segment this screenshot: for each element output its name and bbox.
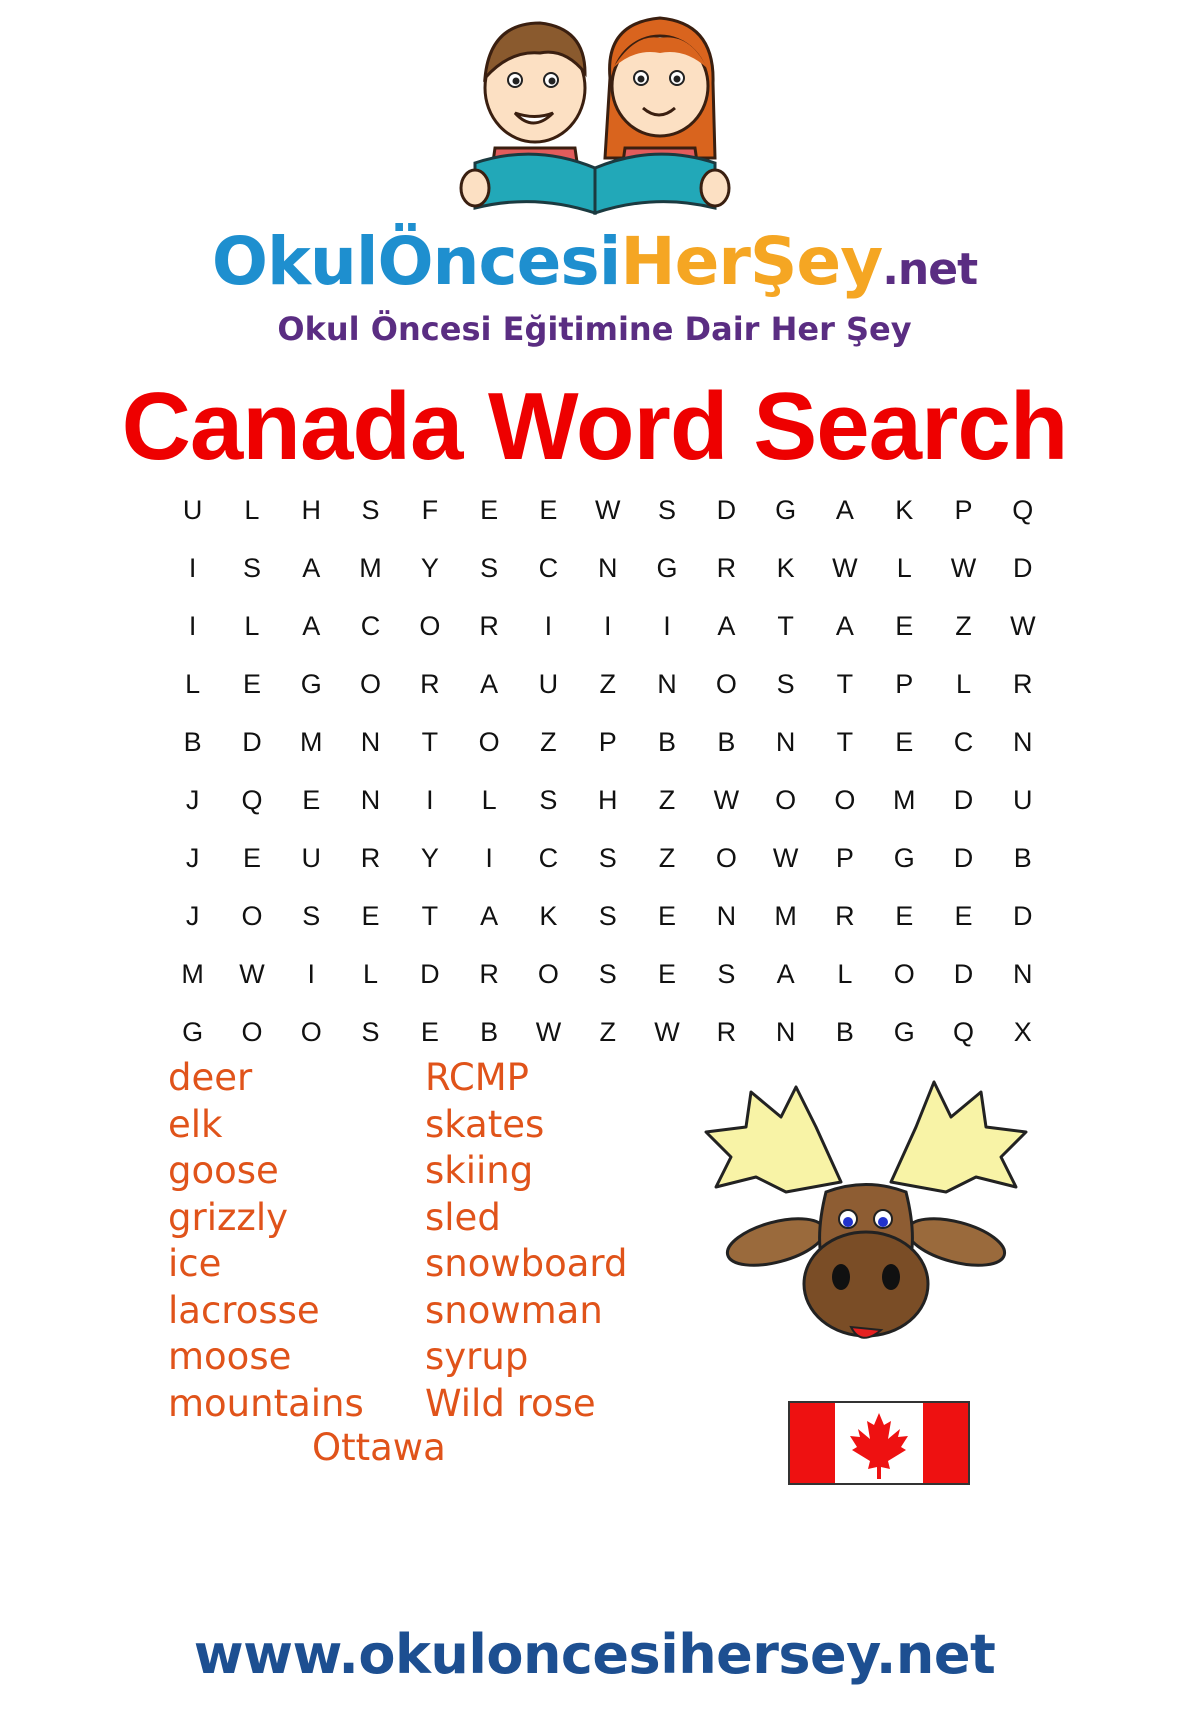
grid-cell: S: [302, 901, 321, 931]
grid-cell: H: [301, 495, 321, 525]
word-list-item: deer: [168, 1056, 253, 1099]
grid-cell: M: [774, 901, 797, 931]
grid-cell: A: [302, 553, 321, 583]
grid-cell: I: [188, 553, 197, 583]
grid-cell: N: [775, 727, 796, 757]
grid-cell: K: [895, 495, 914, 525]
grid-cell: E: [420, 1017, 439, 1047]
website-url: www.okuloncesihersey.net: [193, 1623, 996, 1686]
grid-cell: O: [300, 1017, 322, 1047]
grid-cell: P: [954, 495, 973, 525]
word-list-item: ice: [168, 1242, 222, 1285]
kids-reading-logo: [445, 8, 745, 218]
brand-logo-text: [0, 222, 1189, 310]
grid-cell: N: [775, 1017, 796, 1047]
brand-part-2: HerŞey: [620, 223, 883, 300]
grid-cell: O: [834, 785, 856, 815]
grid-cell: O: [715, 669, 737, 699]
grid-cell: T: [836, 669, 854, 699]
grid-cell: L: [244, 611, 260, 641]
grid-cell: U: [538, 669, 559, 699]
grid-cell: U: [301, 843, 321, 873]
grid-cell: Z: [599, 1017, 616, 1047]
grid-cell: O: [715, 843, 737, 873]
grid-cell: D: [1013, 901, 1033, 931]
grid-cell: E: [658, 959, 677, 989]
grid-cell: T: [777, 611, 794, 641]
grid-cell: I: [663, 611, 671, 641]
grid-cell: G: [775, 495, 797, 525]
brand-part-1: OkulÖncesi: [211, 223, 621, 300]
word-list-item: moose: [168, 1335, 292, 1378]
grid-cell: L: [955, 669, 972, 699]
grid-cell: J: [185, 901, 200, 931]
grid-cell: Q: [953, 1017, 975, 1047]
grid-cell: T: [421, 901, 439, 931]
grid-cell: C: [538, 843, 559, 873]
grid-cell: N: [657, 669, 677, 699]
grid-cell: K: [539, 901, 558, 931]
grid-cell: W: [654, 1017, 680, 1047]
grid-cell: E: [658, 901, 677, 931]
grid-cell: A: [480, 669, 499, 699]
grid-cell: W: [832, 553, 858, 583]
grid-cell: E: [895, 611, 914, 641]
grid-cell: R: [479, 959, 499, 989]
grid-cell: N: [1013, 959, 1033, 989]
grid-cell: I: [307, 959, 315, 989]
word-list-item: mountains: [168, 1381, 364, 1425]
grid-cell: O: [537, 959, 559, 989]
grid-cell: P: [895, 669, 914, 699]
grid-cell: Q: [241, 785, 263, 815]
grid-cell: J: [185, 843, 200, 873]
word-search-grid: [163, 488, 1043, 1068]
grid-cell: W: [950, 553, 977, 583]
grid-cell: G: [182, 1017, 204, 1047]
grid-cell: D: [953, 843, 974, 873]
grid-cell: U: [182, 495, 203, 525]
grid-cell: E: [895, 727, 914, 757]
grid-cell: P: [598, 727, 617, 757]
grid-cell: B: [835, 1017, 854, 1047]
grid-cell: C: [953, 727, 974, 757]
grid-cell: P: [835, 843, 854, 873]
grid-cell: W: [772, 843, 799, 873]
grid-cell: Y: [420, 843, 439, 873]
grid-cell: I: [188, 611, 197, 641]
grid-cell: D: [953, 959, 974, 989]
grid-cell: N: [716, 901, 737, 931]
word-list-item: grizzly: [168, 1195, 288, 1239]
grid-cell: D: [242, 727, 262, 757]
word-list-item: skates: [425, 1102, 545, 1146]
grid-cell: S: [242, 553, 261, 583]
grid-cell: L: [837, 959, 853, 989]
grid-cell: S: [361, 495, 380, 525]
grid-cell: M: [892, 785, 916, 815]
grid-cell: M: [359, 553, 382, 583]
word-list-item: lacrosse: [168, 1288, 320, 1332]
word-list-item: snowman: [425, 1288, 603, 1332]
grid-cell: D: [953, 785, 974, 815]
grid-cell: E: [895, 901, 914, 931]
grid-cell: Z: [599, 669, 616, 699]
grid-cell: W: [594, 495, 621, 525]
grid-cell: A: [835, 611, 854, 641]
word-list-item: elk: [168, 1102, 223, 1146]
grid-cell: S: [539, 785, 558, 815]
grid-cell: Z: [658, 843, 676, 873]
grid-cell: G: [893, 1017, 915, 1047]
grid-cell: S: [480, 553, 499, 583]
grid-cell: O: [241, 1017, 263, 1047]
grid-cell: W: [239, 959, 265, 989]
word-list-column-1: [168, 1055, 364, 1427]
grid-cell: A: [302, 611, 321, 641]
grid-cell: H: [597, 785, 618, 815]
grid-cell: O: [419, 611, 441, 641]
grid-cell: O: [241, 901, 263, 931]
grid-cell: B: [658, 727, 677, 757]
grid-cell: G: [656, 553, 678, 583]
word-list-column-2: [425, 1055, 627, 1427]
grid-cell: A: [776, 959, 795, 989]
grid-cell: O: [893, 959, 915, 989]
grid-cell: D: [1013, 553, 1033, 583]
grid-cell: O: [775, 785, 797, 815]
grid-cell: L: [244, 495, 260, 525]
moose-icon: [676, 1072, 1056, 1372]
book: [461, 154, 729, 213]
grid-cell: S: [776, 669, 795, 699]
word-list-item: sled: [425, 1195, 501, 1239]
grid-cell: S: [717, 959, 736, 989]
grid-cell: S: [598, 959, 617, 989]
grid-cell: A: [480, 901, 499, 931]
word-list-item: skiing: [425, 1149, 534, 1192]
grid-cell: A: [717, 611, 736, 641]
grid-cell: C: [360, 611, 381, 641]
grid-cell: I: [426, 785, 434, 815]
grid-cell: Z: [658, 785, 676, 815]
grid-cell: M: [181, 959, 204, 989]
grid-cell: A: [835, 495, 854, 525]
grid-cell: R: [716, 553, 737, 583]
grid-cell: Q: [1012, 495, 1034, 525]
grid-cell: E: [302, 785, 321, 815]
grid-cell: W: [535, 1017, 562, 1047]
grid-cell: O: [478, 727, 500, 757]
grid-cell: X: [1013, 1017, 1032, 1047]
grid-cell: E: [242, 669, 261, 699]
grid-cell: D: [716, 495, 737, 525]
grid-cell: J: [185, 785, 200, 815]
grid-cell: N: [1013, 727, 1033, 757]
brand-part-3: .net: [882, 244, 978, 295]
canada-flag-icon: [788, 1401, 970, 1485]
grid-cell: G: [893, 843, 915, 873]
grid-cell: S: [598, 843, 617, 873]
grid-cell: I: [603, 611, 612, 641]
grid-cell: B: [717, 727, 736, 757]
tagline: Okul Öncesi Eğitimine Dair Her Şey: [277, 310, 912, 348]
grid-cell: R: [1013, 669, 1033, 699]
grid-cell: N: [597, 553, 618, 583]
grid-cell: N: [360, 727, 381, 757]
grid-cell: L: [363, 959, 379, 989]
grid-cell: R: [420, 669, 440, 699]
grid-cell: Y: [420, 553, 439, 583]
grid-cell: S: [658, 495, 677, 525]
grid-cell: E: [954, 901, 973, 931]
grid-cell: Z: [540, 727, 557, 757]
grid-cell: B: [183, 727, 202, 757]
grid-cell: T: [836, 727, 854, 757]
word-list-item: snowboard: [425, 1242, 628, 1285]
grid-cell: W: [713, 785, 740, 815]
grid-cell: S: [598, 901, 617, 931]
word-list-extra: Ottawa: [312, 1426, 446, 1469]
word-list-item: syrup: [425, 1335, 529, 1378]
grid-cell: B: [480, 1017, 499, 1047]
page-title: Canada Word Search: [121, 373, 1068, 480]
grid-cell: F: [421, 495, 439, 525]
grid-cell: R: [835, 901, 855, 931]
word-list-item: RCMP: [425, 1056, 529, 1099]
grid-cell: R: [360, 843, 381, 873]
word-list-item: goose: [168, 1149, 279, 1192]
grid-cell: I: [485, 843, 493, 873]
grid-cell: S: [361, 1017, 380, 1047]
grid-cell: L: [896, 553, 912, 583]
grid-cell: M: [299, 727, 323, 757]
grid-cell: W: [1010, 611, 1036, 641]
grid-cell: R: [479, 611, 499, 641]
grid-cell: L: [481, 785, 497, 815]
grid-cell: T: [421, 727, 439, 757]
grid-cell: B: [1013, 843, 1032, 873]
grid-cell: C: [538, 553, 559, 583]
grid-cell: E: [361, 901, 380, 931]
grid-cell: E: [242, 843, 261, 873]
grid-cell: O: [360, 669, 382, 699]
grid-cell: U: [1013, 785, 1033, 815]
grid-cell: L: [185, 669, 201, 699]
grid-cell: Z: [955, 611, 972, 641]
grid-cell: E: [480, 495, 499, 525]
word-list-item: Wild rose: [425, 1381, 596, 1425]
grid-cell: D: [420, 959, 440, 989]
grid-cell: E: [539, 495, 558, 525]
grid-cell: G: [300, 669, 322, 699]
grid-cell: R: [716, 1017, 737, 1047]
grid-cell: K: [776, 553, 795, 583]
grid-cell: I: [544, 611, 553, 641]
grid-cell: N: [360, 785, 381, 815]
